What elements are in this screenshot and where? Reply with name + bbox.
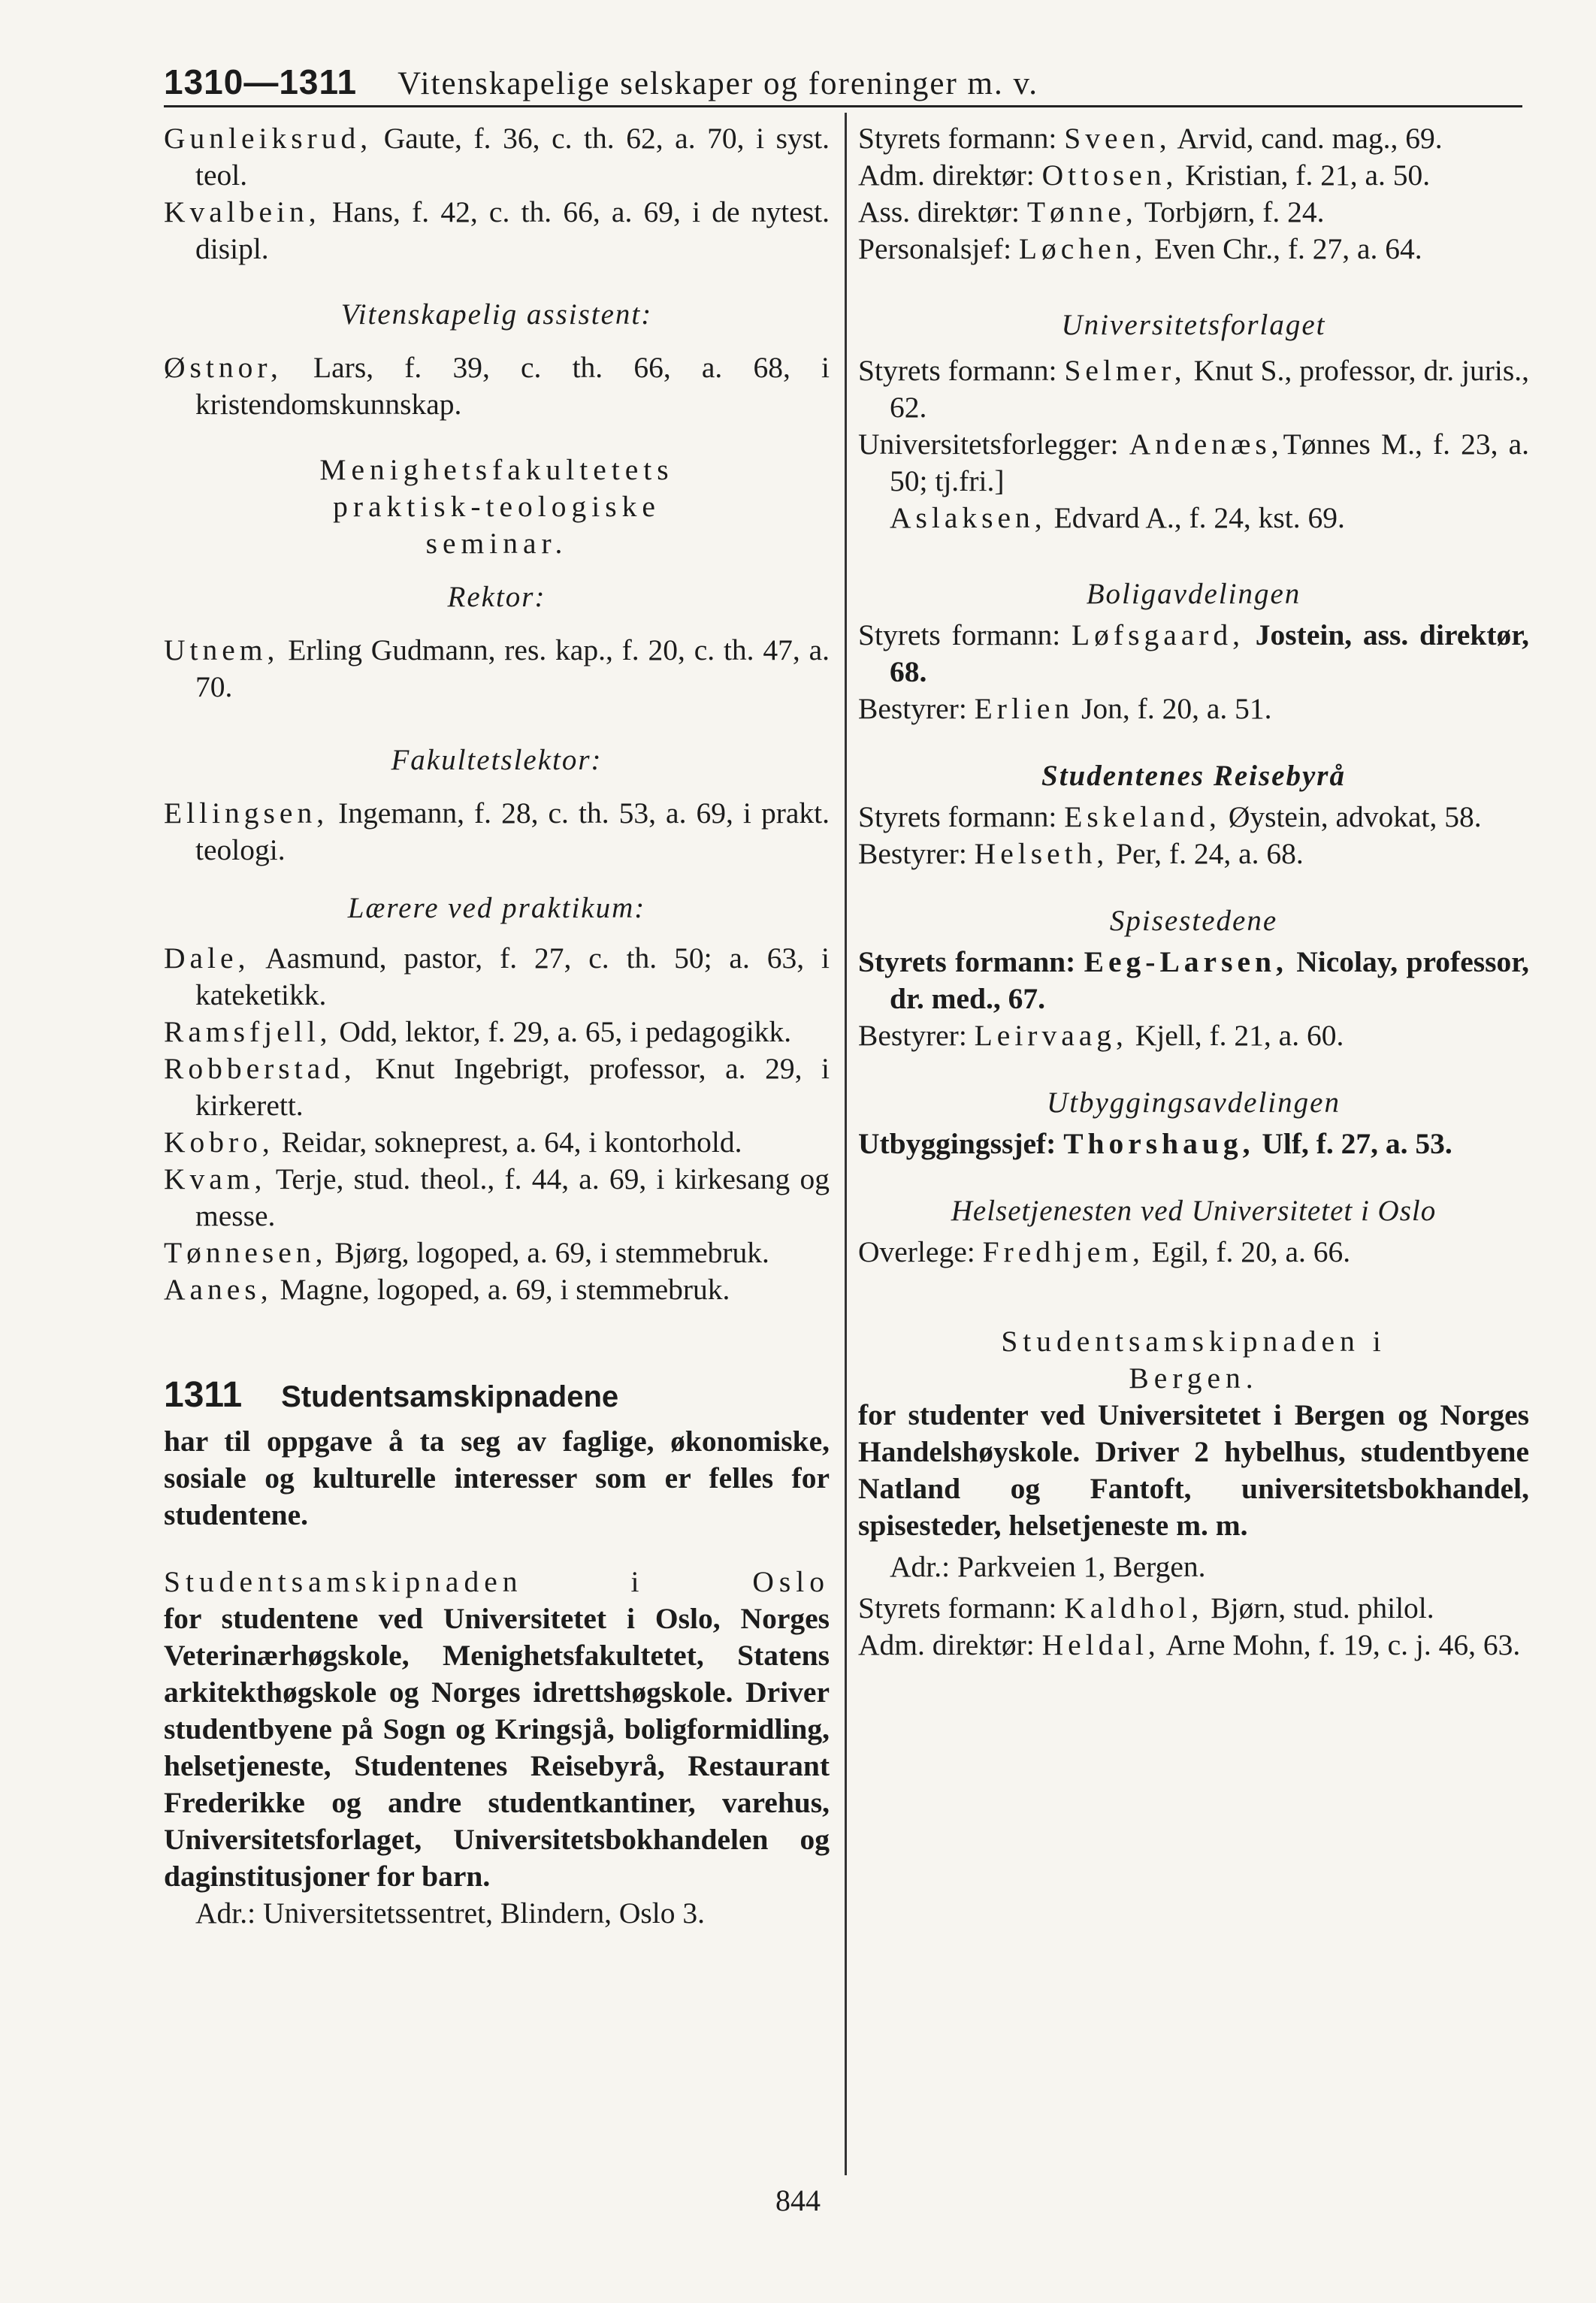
- bergen-description: for studenter ved Universitetet i Bergen og Norges Handelshøyskole. Driver 2 hybelhus, studentbyene Natland og Fantoft, universitetsbokhandel, spisesteder, helsetjeneste m. m.: [858, 1398, 1529, 1542]
- header-page-range: 1310—1311: [164, 62, 358, 101]
- entry-kvalbein: Kvalbein, Hans, f. 42, c. th. 66, a. 69, i de nytest. disipl.: [164, 195, 830, 265]
- entry-tonnesen: Tønnesen, Bjørg, logoped, a. 69, i stemmebruk.: [164, 1236, 769, 1269]
- entry-eskeland: Styrets formann: Eskeland, Øystein, advokat, 58.: [858, 800, 1482, 833]
- entry-kvam: Kvam, Terje, stud. theol., f. 44, a. 69, i kirkesang og messe.: [164, 1162, 830, 1232]
- entry-ostnor: Østnor, Lars, f. 39, c. th. 66, a. 68, i kristendomskunnskap.: [164, 351, 830, 421]
- section-heading-1311: [164, 1374, 830, 1416]
- entry-eeg-larsen: Styrets formann: Eeg-Larsen, Nicolay, professor, dr. med., 67.: [858, 945, 1529, 1015]
- entry-selmer: Styrets formann: Selmer, Knut S., professor, dr. juris., 62.: [858, 354, 1530, 424]
- entry-lochen: Personalsjef: Løchen, Even Chr., f. 27, a. 64.: [858, 232, 1422, 265]
- entry-fredhjem: Overlege: Fredhjem, Egil, f. 20, a. 66.: [858, 1235, 1351, 1268]
- heading-laerere: Lærere ved praktikum:: [347, 892, 646, 924]
- heading-rektor: Rektor:: [447, 581, 546, 613]
- entry-thorshaug: Utbyggingssjef: Thorshaug, Ulf, f. 27, a. 53.: [858, 1127, 1452, 1160]
- heading-reisebyra: Studentenes Reisebyrå: [1041, 760, 1346, 792]
- entry-sveen: Styrets formann: Sveen, Arvid, cand. mag., 69.: [858, 122, 1443, 155]
- heading-fakultetslektor: Fakultetslektor:: [391, 744, 603, 776]
- entry-lofsgaard: Styrets formann: Løfsgaard, Jostein, ass. direktør, 68.: [858, 618, 1530, 688]
- entry-aanes: Aanes, Magne, logoped, a. 69, i stemmebruk.: [164, 1273, 730, 1306]
- heading-spisestedene: Spisestedene: [1109, 905, 1278, 937]
- entry-leirvaag: Bestyrer: Leirvaag, Kjell, f. 21, a. 60.: [858, 1019, 1344, 1052]
- heading-boligavdelingen: Boligavdelingen: [1086, 578, 1301, 610]
- entry-aslaksen: Aslaksen, Edvard A., f. 24, kst. 69.: [890, 501, 1345, 534]
- entry-heldal: Adm. direktør: Heldal, Arne Mohn, f. 19, c. j. 46, 63.: [858, 1628, 1521, 1661]
- entry-helseth: Bestyrer: Helseth, Per, f. 24, a. 68.: [858, 837, 1304, 870]
- entry-andenaes: Universitetsforlegger: Andenæs,Tønnes M., f. 23, a. 50; tj.fri.]: [858, 428, 1530, 497]
- entry-kaldhol: Styrets formann: Kaldhol, Bjørn, stud. philol.: [858, 1591, 1434, 1624]
- page-number: 844: [775, 2184, 821, 2217]
- entry-kobro: Kobro, Reidar, sokneprest, a. 64, i kontorhold.: [164, 1126, 742, 1159]
- entry-erlien: Bestyrer: Erlien Jon, f. 20, a. 51.: [858, 692, 1272, 725]
- entry-ottosen: Adm. direktør: Ottosen, Kristian, f. 21, a. 50.: [858, 159, 1431, 192]
- section-description: har til oppgave å ta seg av faglige, økonomiske, sosiale og kulturelle interesser som er felles for studentene.: [164, 1425, 830, 1531]
- entry-ramsfjell: Ramsfjell, Odd, lektor, f. 29, a. 65, i pedagogikk.: [164, 1015, 792, 1048]
- header-rule: [164, 105, 1522, 107]
- column-divider: [845, 113, 847, 2175]
- entry-robberstad: Robberstad, Knut Ingebrigt, professor, a. 29, i kirkerett.: [164, 1052, 830, 1122]
- oslo-description: for studentene ved Universitetet i Oslo, Norges Veterinærhøgskole, Menighetsfakultetet, Statens arkitekthøgskole og Norges idrettshøgskole. Driver studentbyene på Sogn og Kringsjå, boligformidling, helsetjeneste, Studentenes Reisebyrå, Restaurant Frederikke og andre studentkantiner, varehus, Universitetsforlaget, Universitetsbokhandelen og daginstitusjoner for barn.: [164, 1602, 830, 1893]
- header-title: Vitenskapelige selskaper og foreninger m. v.: [397, 66, 1038, 101]
- heading-helsetjenesten: Helsetjenesten ved Universitetet i Oslo: [951, 1195, 1437, 1227]
- section-number: 1311: [164, 1375, 243, 1415]
- entry-dale: Dale, Aasmund, pastor, f. 27, c. th. 50; a. 63, i kateketikk.: [164, 941, 830, 1011]
- bergen-address: Adr.: Parkveien 1, Bergen.: [890, 1550, 1206, 1583]
- heading-utbyggingsavdelingen: Utbyggingsavdelingen: [1047, 1087, 1341, 1119]
- heading-vitenskapelig-assistent: Vitenskapelig assistent:: [340, 298, 653, 331]
- oslo-address: Adr.: Universitetssentret, Blindern, Oslo 3.: [195, 1896, 705, 1930]
- right-column: [858, 120, 1529, 1664]
- running-header: [164, 50, 1522, 102]
- oslo-title: Studentsamskipnaden i Oslo: [164, 1565, 830, 1598]
- heading-universitetsforlaget: Universitetsforlaget: [1061, 309, 1326, 341]
- entry-gunleiksrud: Gunleiksrud, Gaute, f. 36, c. th. 62, a. 70, i syst. teol.: [164, 122, 830, 192]
- entry-utnem: Utnem, Erling Gudmann, res. kap., f. 20, c. th. 47, a. 70.: [164, 633, 830, 703]
- section-title: Studentsamskipnadene: [281, 1380, 619, 1413]
- entry-tonne: Ass. direktør: Tønne, Torbjørn, f. 24.: [858, 195, 1325, 228]
- entry-ellingsen: Ellingsen, Ingemann, f. 28, c. th. 53, a. 69, i prakt. teologi.: [164, 796, 830, 866]
- seminar-heading: Menighetsfakultetets praktisk-teologiske seminar.: [319, 453, 674, 560]
- bergen-heading: Studentsamskipnaden i Bergen.: [1001, 1325, 1386, 1395]
- left-column: [164, 120, 830, 1932]
